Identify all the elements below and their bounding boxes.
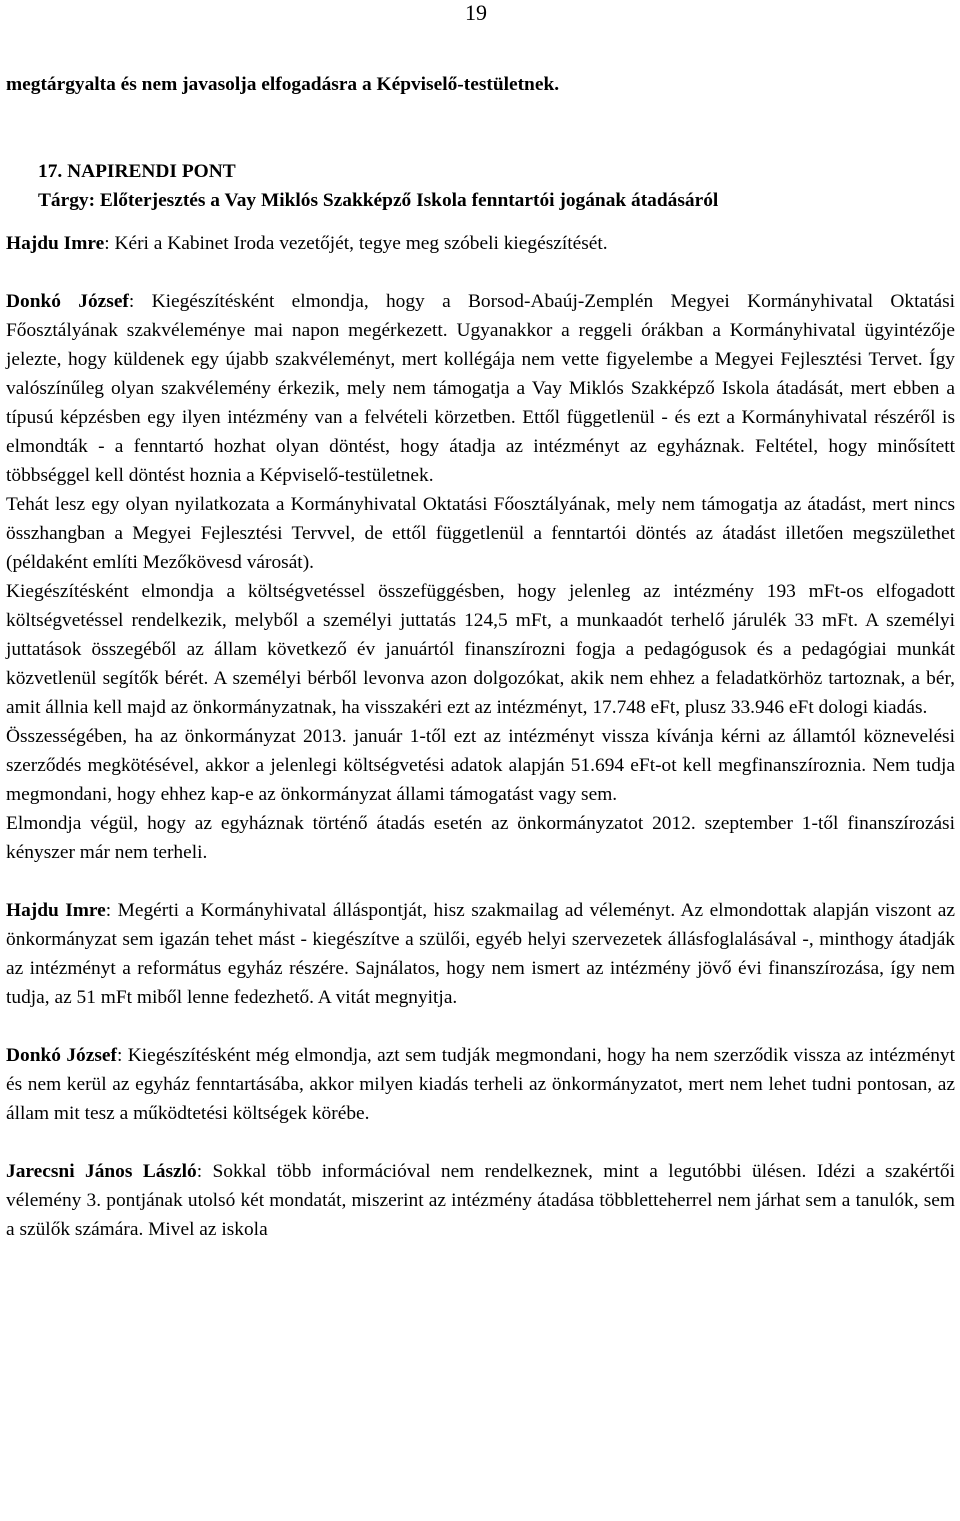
speaker-name: Hajdu Imre	[6, 233, 105, 254]
speech-text: : Kéri a Kabinet Iroda vezetőjét, tegye meg szóbeli kiegészítését.	[104, 233, 608, 254]
speaker-name: Jarecsni János László	[6, 1161, 197, 1182]
paragraph-donko-3: Kiegészítésként elmondja a költségvetéssel összefüggésben, hogy jelenleg az intézmény 193 mFt-os elfogadott költségvetéssel rendelkezik, melyből a személyi juttatás 124,5 mFt, a munkaadót terhelő járulék 33 mFt. A személyi juttatások összegéből az állam következő év januártól finanszírozni fogja a pedagógusok és a pedagógiai munkát közvetlenül segítők bérét. A személyi bérből levonva azon dolgozókat, akik nem ehhez a feladatkörhöz tartoznak, a bér, amit állnia kell majd az önkormányzatnak, ha visszakéri ezt az intézményt, 17.748 eFt, plusz 33.946 eFt dologi kiadás.	[6, 581, 955, 718]
speaker-name: Donkó József	[6, 291, 129, 312]
speaker-name: Donkó József	[6, 1045, 117, 1066]
paragraph-donko-2: Tehát lesz egy olyan nyilatkozata a Kormányhivatal Oktatási Főosztályának, mely nem támogatja az átadást, mert nincs összhangban a Megyei Fejlesztési Tervvel, de ettől függetlenül a fenntartói döntés az átadást illetően megszülethet (példaként említi Mezőkövesd városát).	[6, 494, 955, 573]
agenda-heading: 17. NAPIRENDI PONT	[38, 161, 236, 182]
speech-text: : Sokkal több információval nem rendelkeznek, mint a legutóbbi ülésen. Idézi a szakértői vélemény 3. pontjának utolsó két mondatát, miszerint az intézmény átadása többletteherrel nem járhat sem a tanulók, sem a szülők számára. Mivel az iskola	[6, 1161, 955, 1240]
agenda-subject: Tárgy: Előterjesztés a Vay Miklós Szakképző Iskola fenntartói jogának átadásáról	[38, 190, 719, 211]
intro-paragraph: megtárgyalta és nem javasolja elfogadásra a Képviselő-testületnek.	[6, 74, 560, 95]
paragraph-hajdu-2	[6, 896, 955, 1012]
speech-text: : Megérti a Kormányhivatal álláspontját, hisz szakmailag ad véleményt. Az elmondottak alapján viszont az önkormányzat sem igazán tehet mást - kiegészítve a szülői, egyéb helyi szervezetek állásfoglalásával -, minthogy átadják az intézményt a református egyház részére. Sajnálatos, hogy nem ismert az intézmény jövő évi finanszírozása, így nem tudja, az 51 mFt miből lenne fedezhető. A vitát megnyitja.	[6, 900, 955, 1008]
document-body	[6, 70, 955, 1244]
paragraph-jarecsni	[6, 1157, 955, 1244]
page-number: 19	[465, 0, 487, 25]
paragraph-donko-4: Összességében, ha az önkormányzat 2013. január 1-től ezt az intézményt vissza kívánja kérni az államtól köznevelési szerződés megkötésével, akkor a jelenlegi költségvetési adatok alapján 51.694 eFt-ot kell megfinanszíroznia. Nem tudja megmondani, hogy ehhez kap-e az önkormányzat állami támogatást vagy sem.	[6, 726, 955, 805]
paragraph-hajdu-1	[6, 229, 955, 258]
speech-text: : Kiegészítésként elmondja, hogy a Borsod-Abaúj-Zemplén Megyei Kormányhivatal Oktatási Főosztályának szakvéleménye mai napon megérkezett. Ugyanakkor a reggeli órákban a Kormányhivatal ügyintézője jelezte, hogy küldenek egy újabb szakvéleményt, mert kollégája nem vette figyelembe a Megyei Fejlesztési Tervet. Így valószínűleg olyan szakvélemény érkezik, mely nem támogatja a Vay Miklós Szakképző Iskola átadását, mert ebben a típusú képzésben egy ilyen intézmény van a felvételi körzetben. Ettől függetlenül - és ezt a Kormányhivatal részéről is elmondták - a fenntartó hozhat olyan döntést, hogy átadja az intézményt az egyháznak. Feltétel, hogy minősített többséggel kell döntést hoznia a Képviselő-testületnek.	[6, 291, 956, 486]
paragraph-donko-6	[6, 1041, 955, 1128]
speech-text: : Kiegészítésként még elmondja, azt sem tudják megmondani, hogy ha nem szerződik vissza az intézményt és nem kerül az egyház fenntartásába, akkor milyen kiadás terheli az önkormányzatot, mert nem lehet tudni pontosan, az állam mit tesz a működtetési költségek körébe.	[6, 1045, 955, 1124]
speaker-name: Hajdu Imre	[6, 900, 106, 921]
paragraph-donko-5: Elmondja végül, hogy az egyháznak történő átadás esetén az önkormányzatot 2012. szeptember 1-től finanszírozási kényszer már nem terheli.	[6, 813, 955, 863]
paragraph-donko-1	[6, 287, 955, 490]
